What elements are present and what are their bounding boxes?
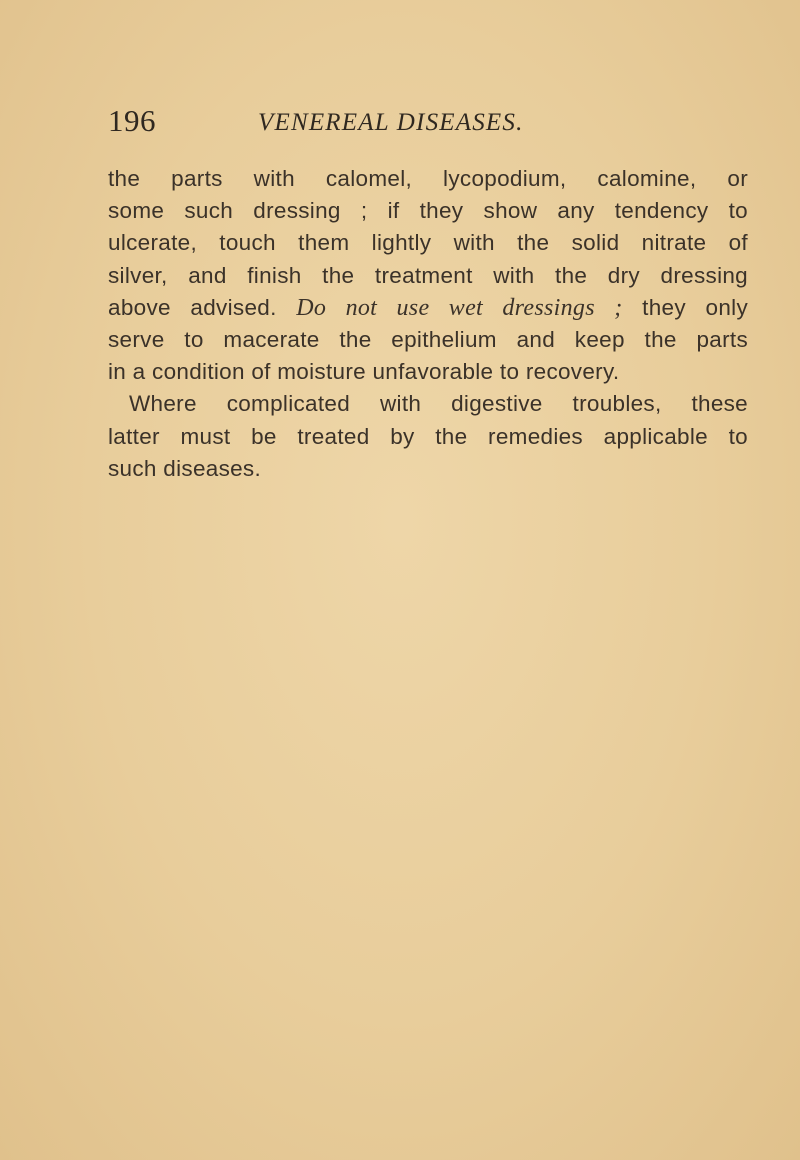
text-line: ulcerate, touch them lightly with the solid nitrate of [108, 230, 748, 256]
text-line: serve to macerate the epithelium and keep the parts [108, 327, 748, 353]
text-line: silver, and finish the treatment with the dry dressing [108, 262, 748, 288]
paragraph-first-line: Where complicated with digestive troubles, these [129, 391, 748, 417]
text-line: such diseases. [108, 455, 262, 481]
text-line: the parts with calomel, lycopodium, calomine, or [108, 166, 748, 191]
text-line-with-emphasis [108, 292, 748, 324]
text-segment: above advised. [108, 294, 297, 320]
page-number: 196 [108, 103, 156, 138]
emphasized-instruction: Do not use wet dressings ; [296, 294, 623, 321]
running-title: VENEREAL DISEASES. [258, 109, 524, 136]
body-paragraphs [108, 163, 748, 485]
text-line: some such dressing ; if they show any tendency to [108, 198, 748, 224]
text-segment: they only [622, 294, 748, 320]
text-line: in a condition of moisture unfavorable to recovery. [108, 359, 620, 385]
text-line: latter must be treated by the remedies applicable to [108, 423, 748, 449]
